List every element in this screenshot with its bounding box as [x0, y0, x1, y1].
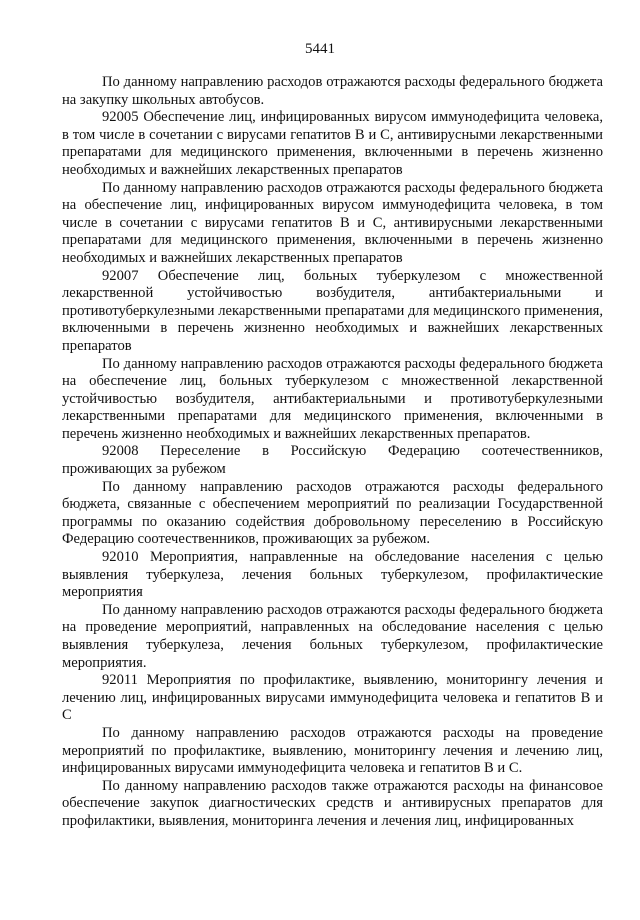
code-heading: 92008 Переселение в Российскую Федерацию соотечественников, проживающих за рубежом	[62, 443, 603, 478]
paragraph: По данному направлению расходов отражаются расходы федерального бюджета на закупку школьных автобусов.	[62, 74, 603, 108]
document-body	[62, 74, 603, 831]
page-number: 5441	[305, 41, 335, 57]
paragraph: По данному направлению расходов отражаются расходы федерального бюджета на обеспечение лиц, больных туберкулезом с множественной лекарственной устойчивостью возбудителя, антибактериальными и противотуберкулезными лекарственными препаратами для медицинского применения, включенными в перечень жизненно необходимых и важнейших лекарственных препаратов.	[62, 355, 603, 442]
code-heading: 92011 Мероприятия по профилактике, выявлению, мониторингу лечения и лечению лиц, инфицированных вирусами иммунодефицита человека и гепатитов B и C	[62, 672, 603, 724]
code-heading: 92005 Обеспечение лиц, инфицированных вирусом иммунодефицита человека, в том числе в сочетании с вирусами гепатитов B и C, антивирусными лекарственными препаратами для медицинского применения, включенными в перечень жизненно необходимых и важнейших лекарственных препаратов	[62, 109, 603, 178]
paragraph: По данному направлению расходов отражаются расходы на проведение мероприятий по профилактике, выявлению, мониторингу лечения и лечению лиц, инфицированных вирусами иммунодефицита человека и гепатитов B и C.	[62, 724, 603, 777]
code-heading: 92007 Обеспечение лиц, больных туберкулезом с множественной лекарственной устойчивостью возбудителя, антибактериальными и противотуберкулезными лекарственными препаратами для медицинского применения, включенными в перечень жизненно необходимых и важнейших лекарственных препаратов	[62, 267, 603, 354]
paragraph: По данному направлению расходов отражаются расходы федерального бюджета на проведение мероприятий, направленных на обследование населения с целью выявления туберкулеза, лечения больных туберкулезом, профилактические мероприятия.	[62, 601, 603, 671]
paragraph: По данному направлению расходов также отражаются расходы на финансовое обеспечение закупок диагностических средств и антивирусных препаратов для профилактики, выявления, мониторинга лечения и лечения лиц, инфицированных	[62, 777, 603, 829]
code-heading: 92010 Мероприятия, направленные на обследование населения с целью выявления туберкулеза, лечения больных туберкулезом, профилактические мероприятия	[62, 549, 603, 601]
paragraph: По данному направлению расходов отражаются расходы федерального бюджета, связанные с обеспечением мероприятий по реализации Государственной программы по оказанию содействия добровольному переселению в Российскую Федерацию соотечественников, проживающих за рубежом.	[62, 478, 603, 548]
paragraph: По данному направлению расходов отражаются расходы федерального бюджета на обеспечение лиц, инфицированных вирусом иммунодефицита человека, в том числе в сочетании с вирусами гепатитов B и C, антивирусными лекарственными препаратами для медицинского применения, включенными в перечень жизненно необходимых и важнейших лекарственных препаратов	[62, 179, 603, 266]
